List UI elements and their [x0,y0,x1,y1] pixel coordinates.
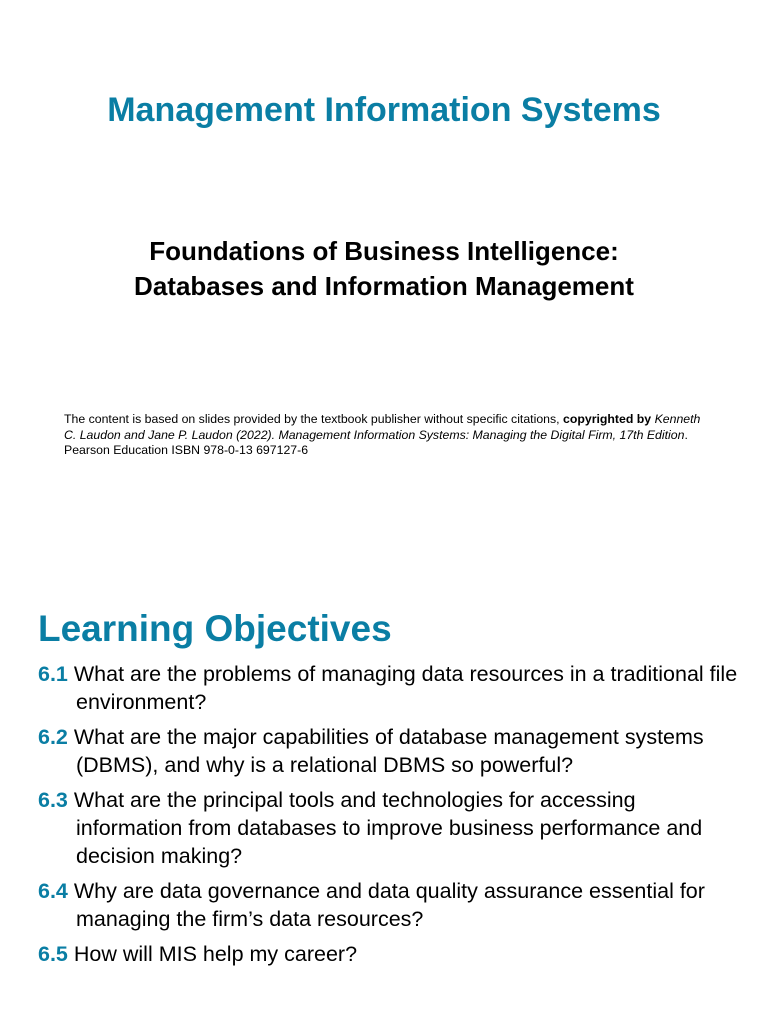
objective-number: 6.5 [38,942,68,966]
objective-item [38,940,738,968]
objective-number: 6.2 [38,725,68,749]
citation [64,412,714,459]
objective-item [38,786,738,870]
citation-intro: The content is based on slides provided by the textbook publisher without specific citations, [64,412,563,426]
objective-text: Why are data governance and data quality assurance essential for managing the firm’s data resources? [73,879,705,931]
subtitle [0,234,768,304]
subtitle-line-1: Foundations of Business Intelligence: [149,236,619,266]
subtitle-line-2: Databases and Information Management [134,271,634,301]
learning-objectives-title: Learning Objectives [38,608,392,649]
objective-text: What are the problems of managing data resources in a traditional file environment? [73,662,738,714]
citation-italic: Kenneth C. Laudon and Jane P. Laudon (2022). Management Information Systems: Managing the Digital Firm, 17th Edition [64,412,701,442]
citation-bold: copyrighted by [563,412,652,426]
objective-text: What are the major capabilities of database management systems (DBMS), and why is a relational DBMS so powerful? [73,725,704,777]
objective-number: 6.1 [38,662,68,686]
main-title: Management Information Systems [107,91,661,129]
objective-number: 6.3 [38,788,68,812]
objectives-list [38,660,738,968]
citation-tail: . Pearson Education ISBN 978-0-13 697127-6 [64,427,688,457]
objective-text: How will MIS help my career? [73,942,358,966]
objective-item [38,660,738,716]
objective-item [38,877,738,933]
objectives-slide [0,512,768,1024]
objective-text: What are the principal tools and technologies for accessing information from databases to improve business performance and decision making? [73,788,703,868]
objective-number: 6.4 [38,879,68,903]
objective-item [38,723,738,779]
